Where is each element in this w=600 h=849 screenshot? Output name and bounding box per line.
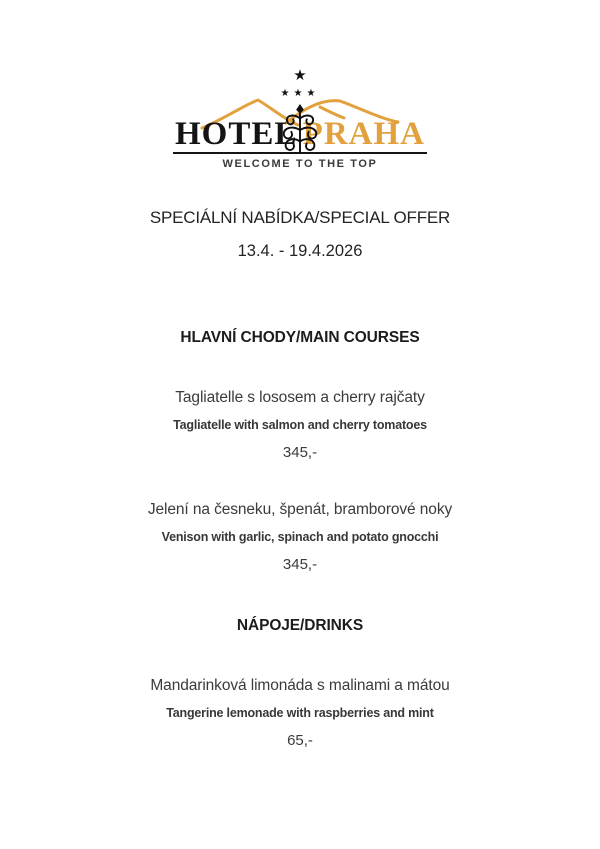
star-icon: ★ <box>306 88 320 99</box>
logo-hotel-text: HOTEL <box>175 116 298 152</box>
item-price: 345,- <box>282 556 318 573</box>
item-name-en: Tangerine lemonade with raspberries and mint <box>166 706 434 720</box>
item-name-en: Tagliatelle with salmon and cherry tomatoes <box>173 418 427 432</box>
item-name-cz: Mandarinková limonáda s malinami a mátou <box>150 677 450 694</box>
star-icon: ★ <box>293 88 307 99</box>
menu-item-tagliatelle <box>0 389 600 461</box>
item-name-cz: Jelení na česneku, špenát, bramborové noky <box>147 501 453 518</box>
item-name-en: Venison with garlic, spinach and potato gnocchi <box>161 530 439 544</box>
menu-item-lemonade <box>0 677 600 749</box>
logo-praha-text: PRAHA <box>302 116 425 152</box>
star-icon: ★ <box>280 88 294 99</box>
item-price: 65,- <box>287 732 313 749</box>
menu-item-venison <box>0 501 600 573</box>
offer-date-range: 13.4. - 19.4.2026 <box>237 242 363 260</box>
section-heading-drinks: NÁPOJE/DRINKS <box>236 617 364 634</box>
item-name-cz: Tagliatelle s lososem a cherry rajčaty <box>175 389 425 406</box>
ornament-tree-icon <box>278 103 322 155</box>
star-icon: ★ <box>293 67 307 84</box>
item-price: 345,- <box>282 444 318 461</box>
logo-tagline: WELCOME TO THE TOP <box>222 158 378 170</box>
hotel-praha-logo <box>175 62 425 154</box>
page-title: SPECIÁLNÍ NABÍDKA/SPECIAL OFFER <box>149 208 451 227</box>
section-heading-main-courses: HLAVNÍ CHODY/MAIN COURSES <box>180 329 420 346</box>
